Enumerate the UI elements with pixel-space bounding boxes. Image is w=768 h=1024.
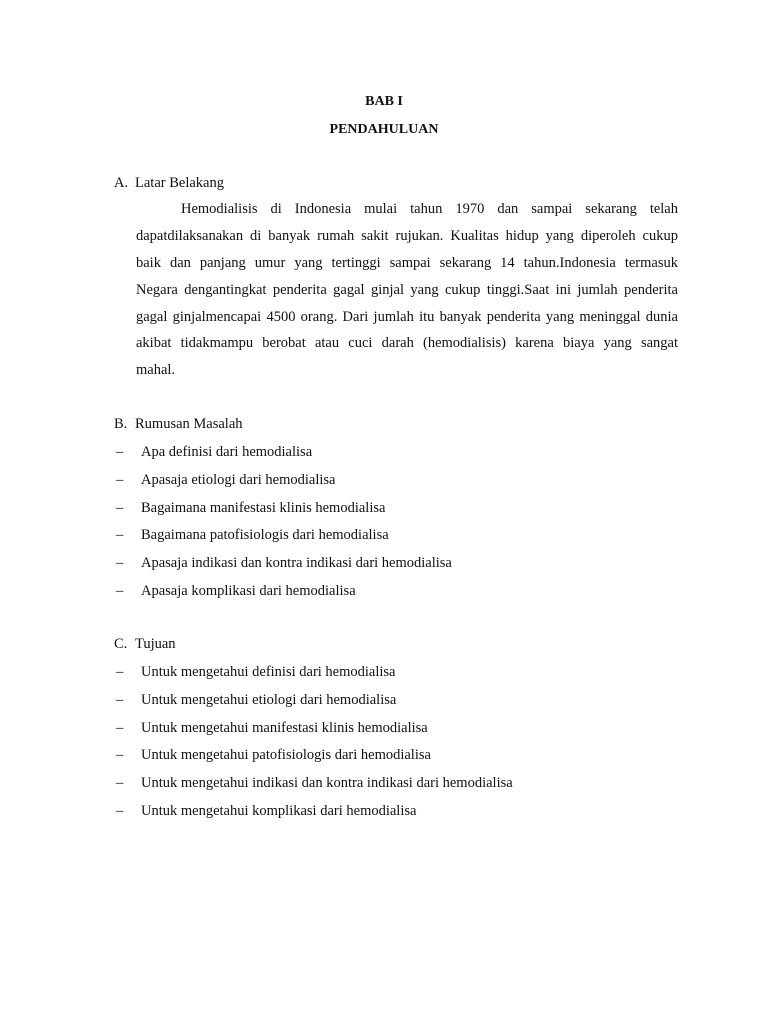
list-item	[116, 746, 513, 774]
dash-bullet: –	[116, 691, 124, 708]
section-a-title: Latar Belakang	[135, 175, 224, 191]
dash-bullet: –	[116, 747, 124, 764]
list-item-text: Apa definisi dari hemodialisa	[141, 444, 313, 460]
section-c-letter: C.	[114, 636, 128, 652]
section-a-letter: A.	[114, 175, 129, 191]
dash-bullet: –	[116, 582, 124, 599]
dash-bullet: –	[116, 471, 124, 488]
list-item	[116, 499, 452, 527]
list-item	[116, 443, 452, 471]
paragraph-line: baik dan panjang umur yang tertinggi sampai sekarang 14 tahun.Indonesia termasuk	[136, 254, 678, 271]
list-item	[116, 554, 452, 582]
dash-bullet: –	[116, 555, 124, 572]
paragraph-line: Hemodialisis di Indonesia mulai tahun 1970 dan sampai sekarang telah	[181, 201, 678, 217]
list-item-text: Apasaja indikasi dan kontra indikasi dari hemodialisa	[141, 555, 452, 572]
dash-bullet: –	[116, 775, 124, 792]
section-b-list	[116, 443, 452, 610]
list-item-text: Untuk mengetahui definisi dari hemodialisa	[141, 664, 396, 680]
section-a-heading	[114, 174, 224, 192]
paragraph-line: akibat tidakmampu berobat atau cuci darah (hemodialisis) karena biaya yang sangat	[136, 335, 678, 352]
paragraph-line: mahal.	[136, 362, 176, 379]
chapter-title: PENDAHULUAN	[329, 122, 439, 137]
section-c-heading	[114, 635, 176, 653]
list-item	[116, 663, 513, 691]
section-c-list	[116, 663, 513, 830]
paragraph-line: gagal ginjalmencapai 4500 orang. Dari jumlah itu banyak penderita yang meninggal dunia	[136, 308, 678, 325]
list-item-text: Bagaimana manifestasi klinis hemodialisa	[141, 499, 386, 516]
section-b-letter: B.	[114, 416, 128, 432]
paragraph-line: Negara dengantingkat penderita gagal ginjal yang cukup tinggi.Saat ini jumlah penderita	[136, 281, 678, 298]
dash-bullet: –	[116, 527, 124, 544]
dash-bullet: –	[116, 719, 124, 736]
list-item	[116, 691, 513, 719]
list-item	[116, 526, 452, 554]
list-item-text: Untuk mengetahui komplikasi dari hemodialisa	[141, 802, 417, 819]
dash-bullet: –	[116, 444, 124, 460]
list-item	[116, 802, 513, 830]
list-item	[116, 471, 452, 499]
list-item-text: Untuk mengetahui manifestasi klinis hemodialisa	[141, 719, 428, 736]
section-b-heading	[114, 415, 243, 433]
dash-bullet: –	[116, 499, 124, 516]
section-c-title: Tujuan	[135, 636, 176, 652]
list-item	[116, 774, 513, 802]
section-b-title: Rumusan Masalah	[135, 416, 243, 432]
list-item-text: Bagaimana patofisiologis dari hemodialisa	[141, 527, 389, 544]
list-item-text: Apasaja komplikasi dari hemodialisa	[141, 582, 356, 599]
chapter-number: BAB I	[365, 94, 403, 109]
list-item	[116, 582, 452, 610]
paragraph-line: dapatdilaksanakan di banyak rumah sakit rujukan. Kualitas hidup yang diperoleh cukup	[136, 227, 678, 244]
dash-bullet: –	[116, 664, 124, 680]
dash-bullet: –	[116, 802, 124, 819]
list-item-text: Apasaja etiologi dari hemodialisa	[141, 471, 336, 488]
list-item-text: Untuk mengetahui indikasi dan kontra indikasi dari hemodialisa	[141, 775, 513, 792]
list-item-text: Untuk mengetahui etiologi dari hemodialisa	[141, 691, 397, 708]
section-a-paragraph	[136, 196, 678, 384]
list-item	[116, 719, 513, 747]
list-item-text: Untuk mengetahui patofisiologis dari hemodialisa	[141, 747, 431, 764]
